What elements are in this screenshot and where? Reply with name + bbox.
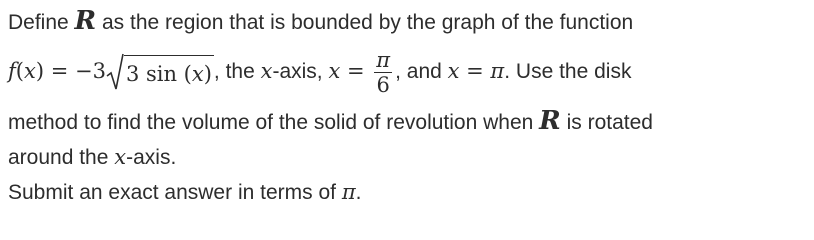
math-variable: x <box>447 59 460 83</box>
text-segment: . <box>355 181 362 204</box>
region-variable: R <box>74 6 97 36</box>
text-segment: Submit an exact answer in terms of <box>8 181 342 204</box>
math-variable: x <box>114 145 127 169</box>
problem-line-1 <box>8 4 808 40</box>
text-segment: . Use the disk <box>504 60 632 83</box>
text-segment: around the <box>8 146 115 169</box>
pi-symbol: π <box>341 180 356 204</box>
radicand <box>124 55 214 93</box>
problem-line-4 <box>8 140 808 175</box>
math-expression: = π <box>459 59 505 83</box>
math-operator: = <box>340 59 372 83</box>
problem-line-5 <box>8 175 808 210</box>
math-expression: ) = −3 <box>35 59 106 83</box>
function-name: f <box>8 59 16 83</box>
fraction-denominator: 6 <box>376 72 390 97</box>
math-expression: 3 sin ( <box>125 62 192 87</box>
text-segment: method to find the volume of the solid of revolution when <box>8 111 540 134</box>
text-segment: , and <box>395 60 448 83</box>
math-variable: x <box>260 59 273 83</box>
problem-text <box>8 4 808 210</box>
math-paren: ( <box>15 59 24 83</box>
math-variable: x <box>23 59 36 83</box>
fraction-numerator: π <box>376 47 391 72</box>
math-variable: x <box>328 59 341 83</box>
square-root <box>106 52 214 92</box>
math-paren: ) <box>203 62 212 87</box>
text-segment: , the <box>213 60 261 83</box>
text-segment: -axis, <box>272 60 329 83</box>
text-segment: is rotated <box>560 111 653 134</box>
text-segment: Define <box>8 11 75 34</box>
problem-line-2 <box>8 40 808 102</box>
region-variable: R <box>539 106 561 136</box>
fraction-pi-over-6 <box>374 48 392 97</box>
text-segment: as the region that is bounded by the graph of the function <box>96 11 634 34</box>
radical-sign-icon <box>106 52 124 106</box>
math-variable: x <box>191 62 204 87</box>
problem-line-3 <box>8 104 808 140</box>
text-segment: -axis. <box>126 146 177 169</box>
